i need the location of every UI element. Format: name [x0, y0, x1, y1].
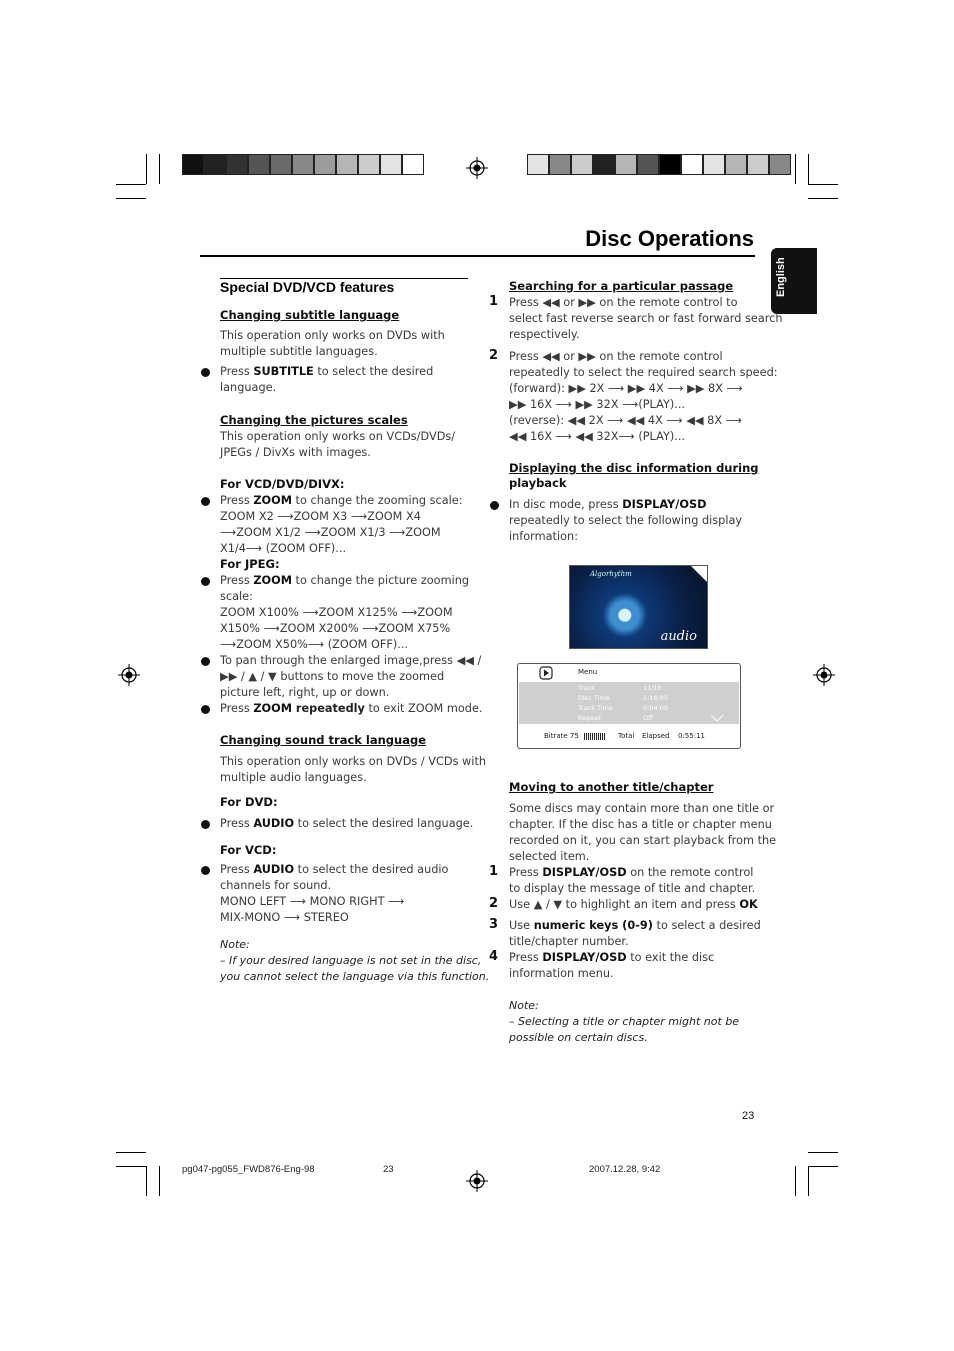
- note-line-1: – Selecting a title or chapter might not be: [509, 1015, 740, 1028]
- sound-intro-2: multiple audio languages.: [220, 771, 367, 784]
- color-swatch: [380, 154, 402, 175]
- bullet: [201, 866, 210, 875]
- bitrate-meter: [584, 733, 606, 740]
- pictures-intro-1: This operation only works on VCDs/DVDs/: [220, 430, 456, 443]
- step-number: 2: [489, 348, 499, 363]
- registration-mark-icon: [118, 664, 140, 686]
- moving-intro-1: Some discs may contain more than one title or: [509, 802, 775, 815]
- search-step2-5: (reverse): ◀◀ 2X ⟶ ◀◀ 4X ⟶ ◀◀ 8X ⟶: [509, 414, 742, 427]
- disc-logo: Algorhythm: [590, 570, 632, 578]
- color-swatch: [703, 154, 725, 175]
- disc-audio-label: audio: [660, 629, 697, 644]
- moving-intro-3: recorded on it, you can start playback from the: [509, 834, 777, 847]
- chevron-down-icon: [710, 714, 724, 722]
- vcd-audio-1: channels for sound.: [220, 879, 332, 892]
- pan-line-1: To pan through the enlarged image,press ◀◀ /: [220, 654, 482, 667]
- color-swatch: [314, 154, 336, 175]
- color-swatch: [226, 154, 248, 175]
- search-heading: Searching for a particular passage: [509, 279, 734, 293]
- moving-step4: Press DISPLAY/OSD to exit the disc: [509, 951, 715, 964]
- color-swatch: [270, 154, 292, 175]
- zoom-sequence-2: ⟶ZOOM X1/2 ⟶ZOOM X1/3 ⟶ZOOM: [220, 526, 441, 539]
- bullet: [201, 577, 210, 586]
- search-step1-3: respectively.: [509, 328, 580, 341]
- sound-heading: Changing sound track language: [220, 733, 427, 747]
- search-step2-4: ▶▶ 16X ⟶ ▶▶ 32X ⟶(PLAY)...: [509, 398, 686, 411]
- color-swatch: [725, 154, 747, 175]
- language-tab: [771, 248, 817, 314]
- pan-line-3: picture left, right, up or down.: [220, 686, 390, 699]
- moving-step4-2: information menu.: [509, 967, 614, 980]
- osd-row-label: Track Time: [578, 704, 613, 712]
- footer-page: 23: [383, 1164, 394, 1175]
- moving-intro-2: chapter. If the disc has a title or chapter menu: [509, 818, 772, 831]
- bullet: [201, 657, 210, 666]
- disc-image: [569, 565, 708, 649]
- osd-elapsed: Elapsed: [642, 732, 670, 740]
- search-step2-6: ◀◀ 16X ⟶ ◀◀ 32X⟶ (PLAY)...: [509, 430, 686, 443]
- color-swatch: [571, 154, 593, 175]
- note-line-2: possible on certain discs.: [509, 1031, 648, 1044]
- sound-intro-1: This operation only works on DVDs / VCDs with: [220, 755, 487, 768]
- bullet: [201, 497, 210, 506]
- osd-menu-label: Menu: [578, 668, 598, 676]
- color-swatch: [182, 154, 204, 175]
- color-swatch: [402, 154, 424, 175]
- subtitle-instruction: Press SUBTITLE to select the desired: [220, 365, 434, 378]
- note-label: Note:: [220, 938, 250, 951]
- for-vcd-dvd-divx: For VCD/DVD/DIVX:: [220, 477, 345, 491]
- vcd-audio-instruction: Press AUDIO to select the desired audio: [220, 863, 449, 876]
- subtitle-intro-1: This operation only works on DVDs with: [220, 329, 445, 342]
- zoom-exit: Press ZOOM repeatedly to exit ZOOM mode.: [220, 702, 483, 715]
- moving-step1-2: to display the message of title and chapter.: [509, 882, 756, 895]
- osd-time: 0:55:11: [678, 732, 705, 740]
- step-number: 1: [489, 294, 499, 309]
- for-vcd: For VCD:: [220, 843, 277, 857]
- for-dvd: For DVD:: [220, 795, 278, 809]
- osd-row-label: Track: [578, 684, 596, 692]
- color-swatch: [336, 154, 358, 175]
- color-swatch: [637, 154, 659, 175]
- language-tab-label: English: [775, 257, 787, 297]
- for-jpeg: For JPEG:: [220, 557, 280, 571]
- zoom-sequence-3: X1/4⟶ (ZOOM OFF)...: [220, 542, 347, 555]
- display-heading-2: playback: [509, 476, 567, 490]
- bullet: [201, 820, 210, 829]
- jpeg-zoom-instruction: Press ZOOM to change the picture zooming: [220, 574, 470, 587]
- registration-mark-icon: [466, 157, 488, 179]
- search-step1-1: Press ◀◀ or ▶▶ on the remote control to: [509, 296, 738, 309]
- color-swatch: [527, 154, 549, 175]
- moving-step1: Press DISPLAY/OSD on the remote control: [509, 866, 754, 879]
- osd-row-label: Repeat: [578, 714, 601, 722]
- pictures-intro-2: JPEGs / DivXs with images.: [220, 446, 371, 459]
- color-swatch: [769, 154, 791, 175]
- osd-row-value: Off: [643, 714, 653, 722]
- color-swatch: [204, 154, 226, 175]
- subtitle-instruction-2: language.: [220, 381, 277, 394]
- color-swatch: [292, 154, 314, 175]
- osd-info-panel: [519, 682, 739, 724]
- zoom-instruction: Press ZOOM to change the zooming scale:: [220, 494, 463, 507]
- bullet: [490, 501, 499, 510]
- search-step2-1: Press ◀◀ or ▶▶ on the remote control: [509, 350, 723, 363]
- registration-mark-icon: [813, 664, 835, 686]
- search-step2-3: (forward): ▶▶ 2X ⟶ ▶▶ 4X ⟶ ▶▶ 8X ⟶: [509, 382, 743, 395]
- osd-total: Total: [618, 732, 635, 740]
- note-line-2: you cannot select the language via this function.: [220, 970, 490, 983]
- zoom-sequence-1: ZOOM X2 ⟶ZOOM X3 ⟶ZOOM X4: [220, 510, 421, 523]
- pan-line-2: ▶▶ / ▲ / ▼ buttons to move the zoomed: [220, 670, 445, 683]
- step-number: 4: [489, 949, 499, 964]
- jpeg-zoom-1: scale:: [220, 590, 253, 603]
- jpeg-zoom-4: ⟶ZOOM X50%⟶ (ZOOM OFF)...: [220, 638, 409, 651]
- jpeg-zoom-2: ZOOM X100% ⟶ZOOM X125% ⟶ZOOM: [220, 606, 453, 619]
- search-step1-2: select fast reverse search or fast forward search: [509, 312, 783, 325]
- display-instruction-3: information:: [509, 530, 579, 543]
- color-swatch: [615, 154, 637, 175]
- moving-intro-4: selected item.: [509, 850, 590, 863]
- color-swatch: [593, 154, 615, 175]
- osd-row-label: Disc Time: [578, 694, 610, 702]
- step-number: 1: [489, 864, 499, 879]
- osd-row-value: 11/16: [643, 684, 662, 692]
- subtitle-intro-2: multiple subtitle languages.: [220, 345, 378, 358]
- step-number: 2: [489, 896, 499, 911]
- step-number: 3: [489, 917, 499, 932]
- osd-row-value: 0:04:05: [643, 704, 669, 712]
- color-swatch: [248, 154, 270, 175]
- osd-row-value: 1:16:05: [643, 694, 669, 702]
- vcd-audio-3: MIX-MONO ⟶ STEREO: [220, 911, 349, 924]
- footer-date: 2007.12.28, 9:42: [589, 1164, 661, 1175]
- color-swatch: [747, 154, 769, 175]
- vcd-audio-2: MONO LEFT ⟶ MONO RIGHT ⟶: [220, 895, 405, 908]
- page-number: 23: [742, 1110, 755, 1122]
- osd-display: [517, 663, 741, 749]
- display-instruction-2: repeatedly to select the following display: [509, 514, 743, 527]
- note-label: Note:: [509, 999, 539, 1012]
- osd-bitrate: Bitrate 75: [544, 732, 579, 740]
- footer-filename: pg047-pg055_FWD876-Eng-98: [182, 1164, 315, 1175]
- search-step2-2: repeatedly to select the required search speed:: [509, 366, 778, 379]
- registration-mark-icon: [466, 1170, 488, 1192]
- moving-step2: Use ▲ / ▼ to highlight an item and press OK: [509, 898, 758, 911]
- bullet: [201, 368, 210, 377]
- jpeg-zoom-3: X150% ⟶ZOOM X200% ⟶ZOOM X75%: [220, 622, 451, 635]
- color-swatch: [681, 154, 703, 175]
- display-heading: Displaying the disc information during: [509, 461, 759, 475]
- section-title: Special DVD/VCD features: [220, 279, 395, 295]
- color-swatch: [659, 154, 681, 175]
- moving-step3: Use numeric keys (0-9) to select a desired: [509, 919, 761, 932]
- display-instruction: In disc mode, press DISPLAY/OSD: [509, 498, 707, 511]
- page-title: Disc Operations: [585, 226, 754, 251]
- moving-step3-2: title/chapter number.: [509, 935, 629, 948]
- pictures-heading: Changing the pictures scales: [220, 413, 408, 427]
- color-swatch: [549, 154, 571, 175]
- dvd-audio-instruction: Press AUDIO to select the desired language.: [220, 817, 474, 830]
- moving-heading: Moving to another title/chapter: [509, 780, 714, 794]
- subtitle-heading: Changing subtitle language: [220, 308, 400, 322]
- play-icon: [539, 666, 553, 680]
- bullet: [201, 705, 210, 714]
- color-swatch: [358, 154, 380, 175]
- note-line-1: – If your desired language is not set in the disc,: [220, 954, 482, 967]
- title-rule: [200, 255, 755, 257]
